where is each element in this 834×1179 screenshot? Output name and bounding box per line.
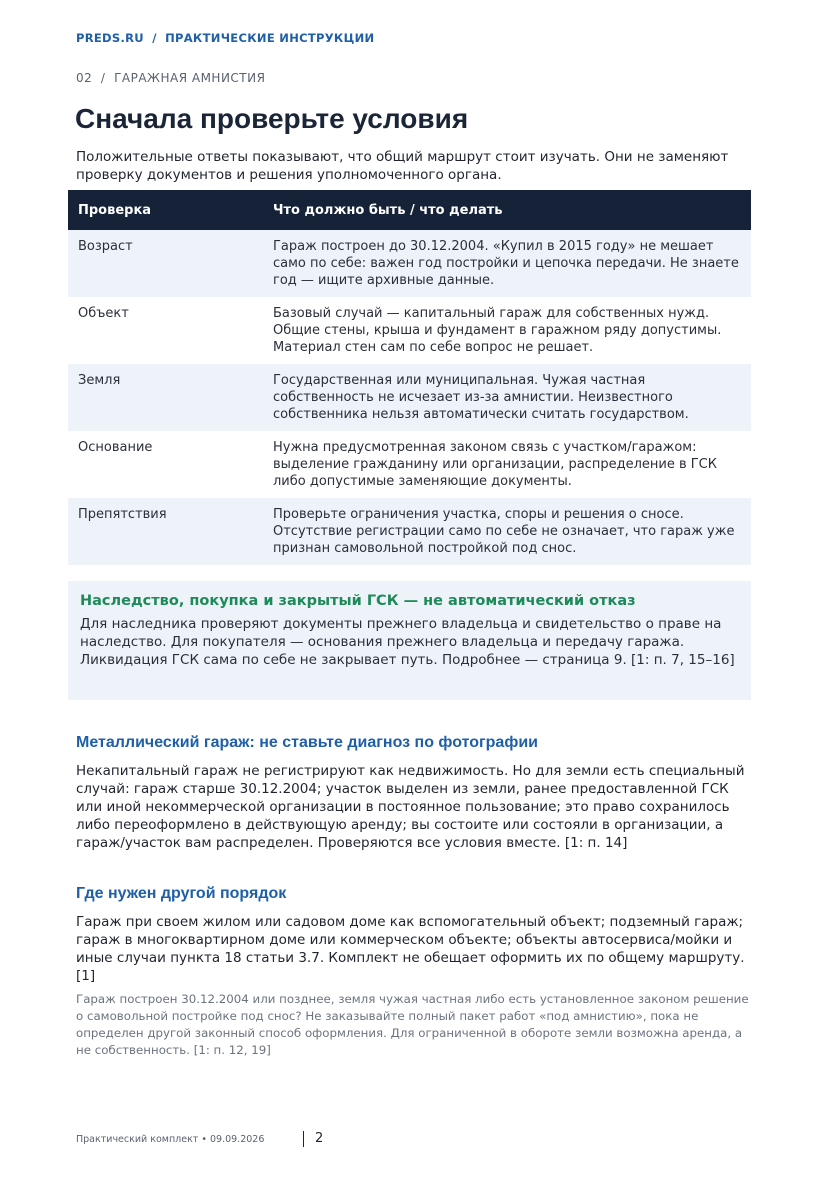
row-check-label: Земля bbox=[68, 364, 263, 431]
table-row bbox=[68, 230, 751, 297]
conditions-table bbox=[68, 190, 751, 565]
metal-garage-heading: Металлический гараж: не ставьте диагноз по фотографии bbox=[76, 734, 538, 751]
other-procedure-heading: Где нужен другой порядок bbox=[76, 885, 287, 902]
table-row bbox=[68, 297, 751, 364]
table-row bbox=[68, 431, 751, 498]
intro-paragraph: Положительные ответы показывают, что общий маршрут стоит изучать. Они не заменяют проверку документов и решения уполномоченного органа. bbox=[76, 149, 729, 183]
other-procedure-text: Гараж при своем жилом или садовом доме как вспомогательный объект; подземный гараж; гараж в многоквартирном доме или коммерческом объекте; объекты автосервиса/мойки и иные случаи пункта 18 статьи 3.7. Комплект не обещает оформить их по общему маршруту. [1] bbox=[76, 914, 745, 984]
site-header bbox=[76, 31, 374, 45]
callout-title: Наследство, покупка и закрытый ГСК — не автоматический отказ bbox=[80, 593, 636, 609]
row-check-text: Гараж построен до 30.12.2004. «Купил в 2015 году» не мешает само по себе: важен год постройки и цепочка передачи. Не знаете год — ищите архивные данные. bbox=[263, 230, 751, 297]
warning-note: Гараж построен 30.12.2004 или позднее, земля чужая частная либо есть установленное законом решение о самовольной постройке под снос? Не заказывайте полный пакет работ «под амнистию», пока не определен другой законный способ оформления. Для ограниченной в обороте земли возможна аренда, а не собственность. [1: п. 12, 19] bbox=[76, 992, 749, 1057]
row-check-label: Объект bbox=[68, 297, 263, 364]
page-number: 2 bbox=[315, 1131, 324, 1146]
section-label: 02 / ГАРАЖНАЯ АМНИСТИЯ bbox=[76, 71, 266, 85]
column-header-check: Проверка bbox=[68, 190, 263, 230]
table-header-row bbox=[68, 190, 751, 230]
header-separator: / bbox=[152, 31, 157, 45]
row-check-label: Возраст bbox=[68, 230, 263, 297]
footer-divider bbox=[303, 1131, 304, 1147]
header-section: ПРАКТИЧЕСКИЕ ИНСТРУКЦИИ bbox=[165, 31, 375, 45]
inheritance-callout bbox=[68, 581, 751, 700]
column-header-action: Что должно быть / что делать bbox=[263, 190, 751, 230]
row-check-text: Проверьте ограничения участка, споры и решения о сносе. Отсутствие регистрации само по себе не означает, что гараж уже признан самовольной постройкой под снос. bbox=[263, 498, 751, 565]
table-row bbox=[68, 364, 751, 431]
row-check-label: Основание bbox=[68, 431, 263, 498]
table-row bbox=[68, 498, 751, 565]
site-name: PREDS.RU bbox=[76, 31, 144, 45]
row-check-label: Препятствия bbox=[68, 498, 263, 565]
callout-text: Для наследника проверяют документы прежнего владельца и свидетельство о праве на наследство. Для покупателя — основания прежнего владельца и передачу гаража. Ликвидация ГСК сама по себе не закрывает путь. Подробнее — страница 9. [1: п. 7, 15–16] bbox=[80, 616, 735, 668]
row-check-text: Нужна предусмотренная законом связь с участком/гаражом: выделение гражданину или организации, распределение в ГСК либо допустимые заменяющие документы. bbox=[263, 431, 751, 498]
row-check-text: Государственная или муниципальная. Чужая частная собственность не исчезает из-за амнистии. Неизвестного собственника нельзя автоматически считать государством. bbox=[263, 364, 751, 431]
row-check-text: Базовый случай — капитальный гараж для собственных нужд. Общие стены, крыша и фундамент в гаражном ряду допустимы. Материал стен сам по себе вопрос не решает. bbox=[263, 297, 751, 364]
page-title: Сначала проверьте условия bbox=[75, 103, 469, 134]
footer-text: Практический комплект • 09.09.2026 bbox=[76, 1134, 265, 1145]
metal-garage-text: Некапитальный гараж не регистрируют как недвижимость. Но для земли есть специальный случай: гараж старше 30.12.2004; участок выделен из земли, ранее предоставленной ГСК или иной некоммерческой организации в постоянное пользование; это право сохранилось либо переоформлено в действующую аренду; вы состоите или состояли в организации, а гараж/участок вам распределен. Проверяются все условия вместе. [1: п. 14] bbox=[76, 763, 745, 851]
